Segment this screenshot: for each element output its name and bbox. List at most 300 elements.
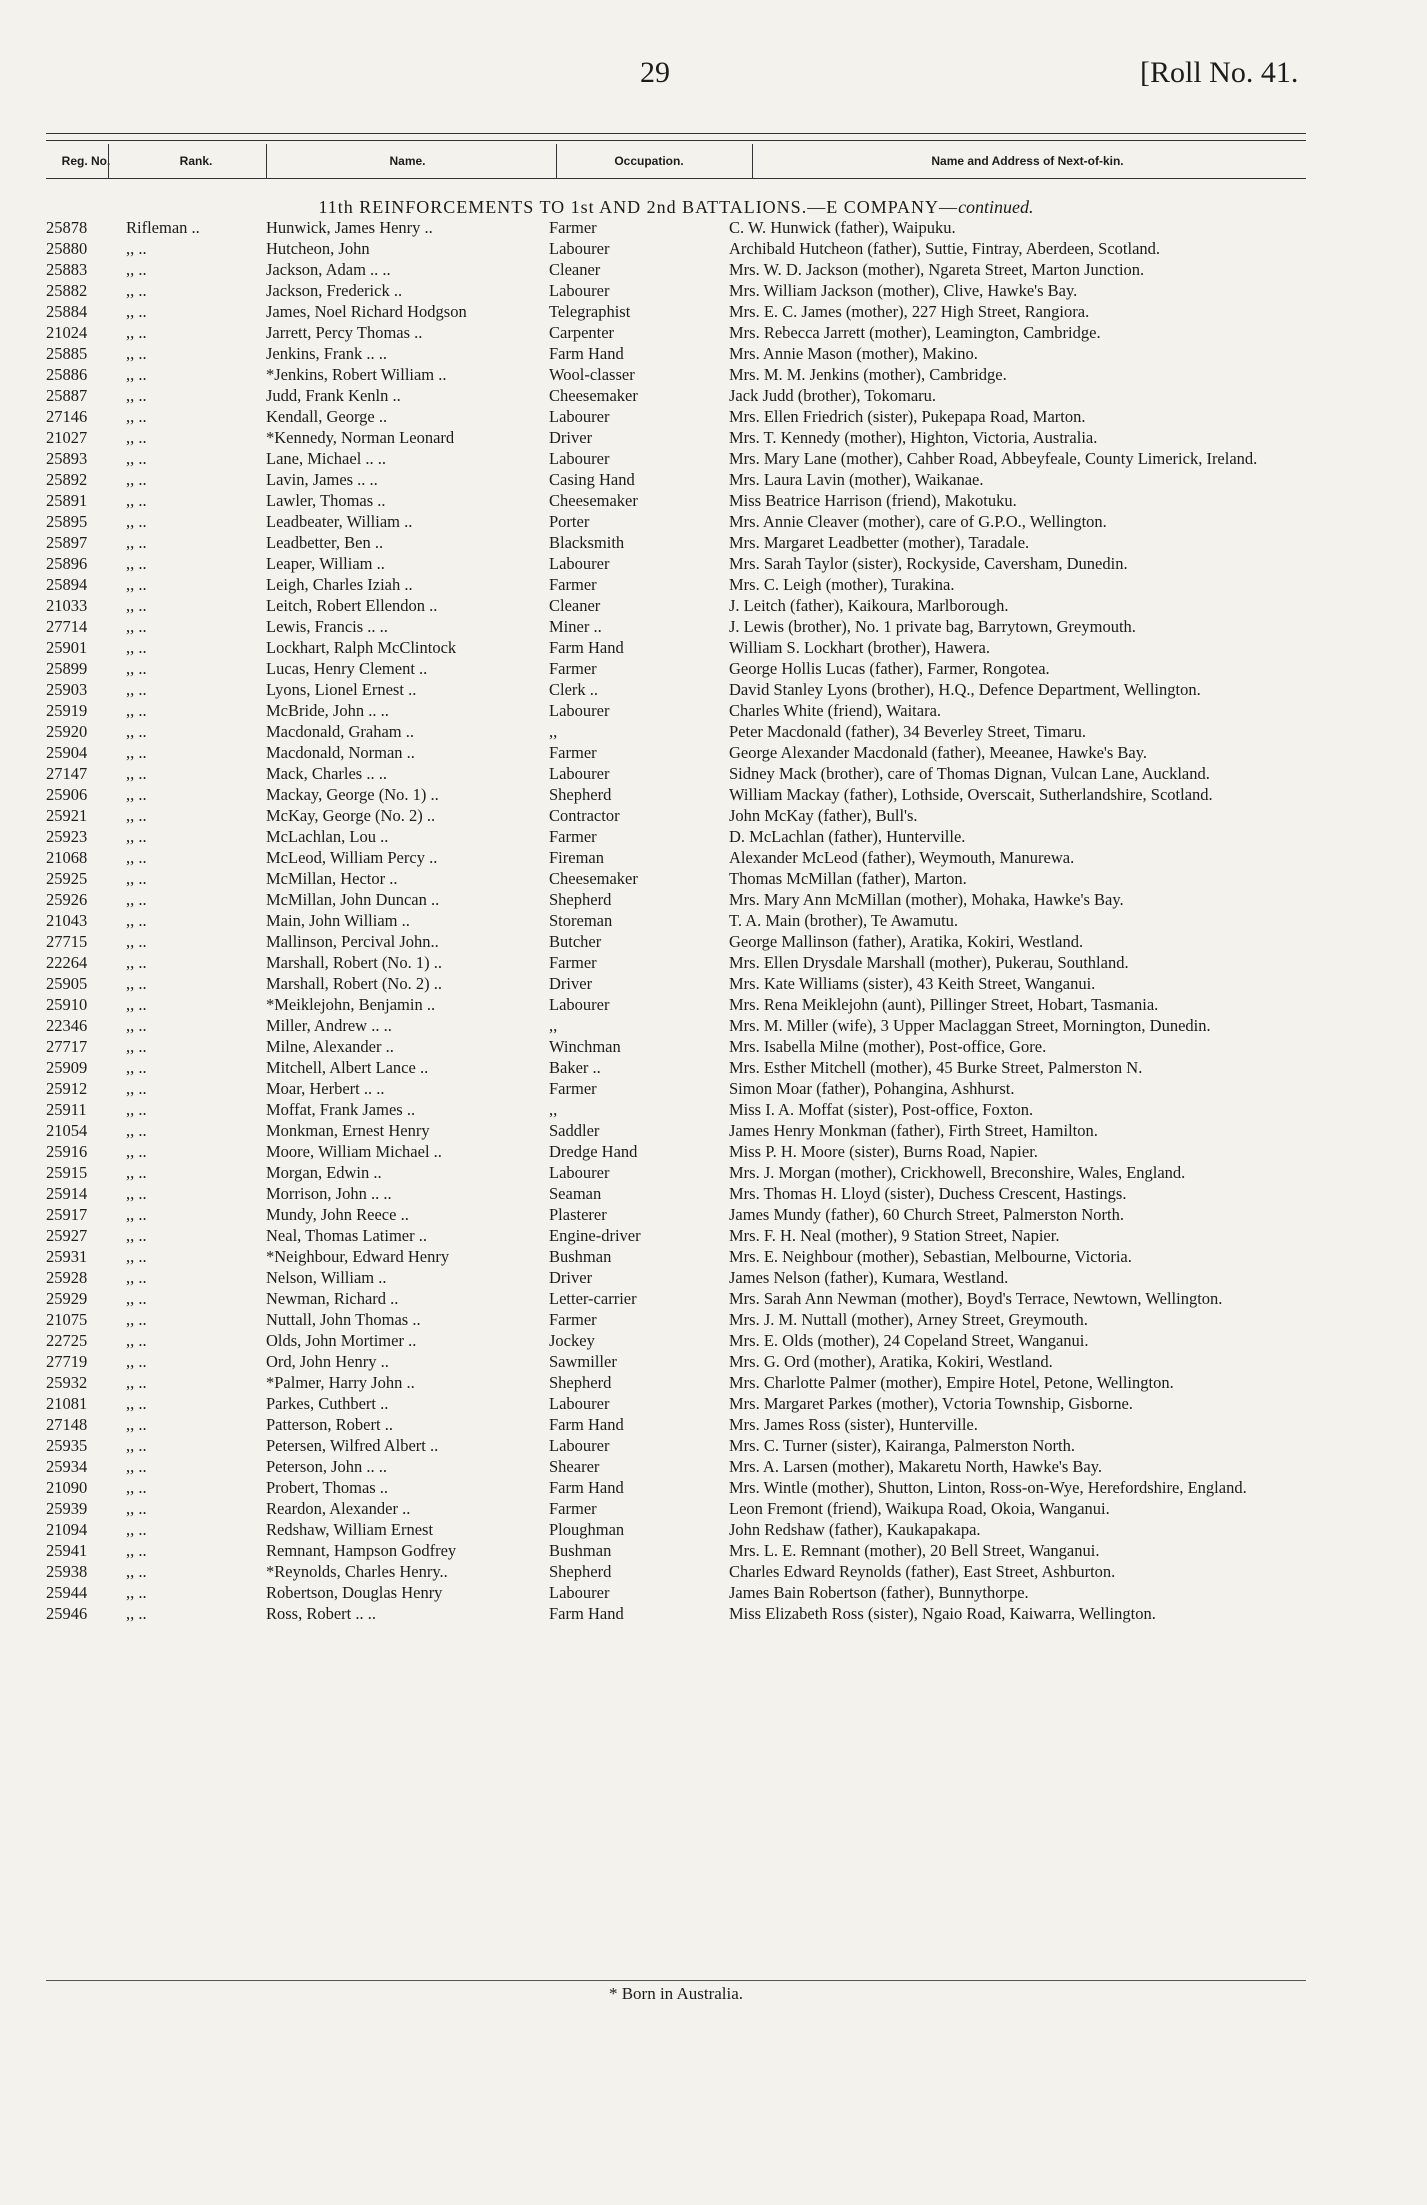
reg-number-cell: 21054 bbox=[46, 1121, 88, 1140]
table-row bbox=[46, 742, 1316, 763]
table-row bbox=[46, 1204, 1316, 1225]
next-of-kin-cell: James Bain Robertson (father), Bunnythorpe. bbox=[729, 1583, 1029, 1602]
name-cell: Mundy, John Reece .. bbox=[266, 1205, 409, 1224]
name-cell: Redshaw, William Ernest bbox=[266, 1520, 434, 1539]
name-cell: Ross, Robert .. .. bbox=[266, 1604, 377, 1623]
next-of-kin-cell: Mrs. A. Larsen (mother), Makaretu North, Hawke's Bay. bbox=[729, 1457, 1103, 1476]
occupation-cell: Contractor bbox=[549, 806, 620, 825]
reg-number-cell: 22725 bbox=[46, 1331, 88, 1350]
occupation-cell: Labourer bbox=[549, 449, 610, 468]
next-of-kin-cell: Peter Macdonald (father), 34 Beverley Street, Timaru. bbox=[729, 722, 1086, 741]
next-of-kin-cell: James Henry Monkman (father), Firth Street, Hamilton. bbox=[729, 1121, 1098, 1140]
next-of-kin-cell: Mrs. Sarah Ann Newman (mother), Boyd's Terrace, Newtown, Wellington. bbox=[729, 1289, 1223, 1308]
next-of-kin-cell: James Nelson (father), Kumara, Westland. bbox=[729, 1268, 1009, 1287]
reg-number-cell: 25892 bbox=[46, 470, 88, 489]
next-of-kin-cell: Mrs. William Jackson (mother), Clive, Hawke's Bay. bbox=[729, 281, 1078, 300]
header-top-rule bbox=[46, 133, 1306, 134]
table-row bbox=[46, 490, 1316, 511]
page-number: 29 bbox=[640, 56, 670, 89]
occupation-cell: Carpenter bbox=[549, 323, 615, 342]
rank-cell: ,, .. bbox=[126, 1562, 147, 1581]
name-cell: *Meiklejohn, Benjamin .. bbox=[266, 995, 436, 1014]
table-row bbox=[46, 427, 1316, 448]
occupation-cell: Seaman bbox=[549, 1184, 602, 1203]
reg-number-cell: 25923 bbox=[46, 827, 88, 846]
name-cell: Mackay, George (No. 1) .. bbox=[266, 785, 439, 804]
name-cell: Mallinson, Percival John.. bbox=[266, 932, 439, 951]
name-cell: James, Noel Richard Hodgson bbox=[266, 302, 467, 321]
rank-cell: ,, .. bbox=[126, 974, 147, 993]
reg-number-cell: 25941 bbox=[46, 1541, 88, 1560]
header-bottom-rule bbox=[46, 178, 1306, 179]
reg-number-cell: 25909 bbox=[46, 1058, 88, 1077]
occupation-cell: ,, bbox=[549, 1100, 558, 1119]
occupation-cell: Cheesemaker bbox=[549, 386, 638, 405]
reg-number-cell: 25910 bbox=[46, 995, 88, 1014]
table-row bbox=[46, 364, 1316, 385]
next-of-kin-cell: Miss Elizabeth Ross (sister), Ngaio Road, Kaiwarra, Wellington. bbox=[729, 1604, 1156, 1623]
next-of-kin-cell: George Alexander Macdonald (father), Meeanee, Hawke's Bay. bbox=[729, 743, 1148, 762]
table-row bbox=[46, 1309, 1316, 1330]
occupation-cell: Fireman bbox=[549, 848, 604, 867]
reg-number-cell: 25894 bbox=[46, 575, 88, 594]
table-row bbox=[46, 553, 1316, 574]
name-cell: Miller, Andrew .. .. bbox=[266, 1016, 392, 1035]
occupation-cell: Labourer bbox=[549, 281, 610, 300]
table-row bbox=[46, 1036, 1316, 1057]
table-row bbox=[46, 1393, 1316, 1414]
table-row bbox=[46, 1519, 1316, 1540]
name-cell: Parkes, Cuthbert .. bbox=[266, 1394, 389, 1413]
rank-cell: ,, .. bbox=[126, 806, 147, 825]
occupation-cell: Wool-classer bbox=[549, 365, 635, 384]
reg-number-cell: 25916 bbox=[46, 1142, 88, 1161]
table-row bbox=[46, 700, 1316, 721]
reg-number-cell: 25885 bbox=[46, 344, 88, 363]
rank-cell: ,, .. bbox=[126, 491, 147, 510]
table-row bbox=[46, 910, 1316, 931]
name-cell: Lucas, Henry Clement .. bbox=[266, 659, 428, 678]
reg-number-cell: 21033 bbox=[46, 596, 88, 615]
footnote: * Born in Australia. bbox=[608, 1984, 744, 2003]
reg-number-cell: 25904 bbox=[46, 743, 88, 762]
occupation-cell: Farm Hand bbox=[549, 1478, 624, 1497]
occupation-cell: Shepherd bbox=[549, 890, 612, 909]
rank-cell: ,, .. bbox=[126, 1457, 147, 1476]
name-cell: Leadbeater, William .. bbox=[266, 512, 413, 531]
next-of-kin-cell: George Hollis Lucas (father), Farmer, Rongotea. bbox=[729, 659, 1050, 678]
rank-cell: ,, .. bbox=[126, 1436, 147, 1455]
rank-cell: ,, .. bbox=[126, 1163, 147, 1182]
occupation-cell: Farm Hand bbox=[549, 1604, 624, 1623]
table-row bbox=[46, 259, 1316, 280]
table-row bbox=[46, 1183, 1316, 1204]
table-row bbox=[46, 1582, 1316, 1603]
rank-cell: ,, .. bbox=[126, 1205, 147, 1224]
next-of-kin-cell: Mrs. Laura Lavin (mother), Waikanae. bbox=[729, 470, 984, 489]
next-of-kin-cell: Mrs. James Ross (sister), Hunterville. bbox=[729, 1415, 978, 1434]
name-cell: *Kennedy, Norman Leonard bbox=[266, 428, 455, 447]
rank-cell: ,, .. bbox=[126, 512, 147, 531]
reg-number-cell: 21043 bbox=[46, 911, 88, 930]
rank-cell: ,, .. bbox=[126, 1541, 147, 1560]
name-cell: Petersen, Wilfred Albert .. bbox=[266, 1436, 439, 1455]
occupation-cell: Dredge Hand bbox=[549, 1142, 638, 1161]
next-of-kin-cell: David Stanley Lyons (brother), H.Q., Defence Department, Wellington. bbox=[729, 680, 1201, 699]
table-row bbox=[46, 301, 1316, 322]
rank-cell: ,, .. bbox=[126, 1478, 147, 1497]
rank-cell: ,, .. bbox=[126, 260, 147, 279]
reg-number-cell: 27717 bbox=[46, 1037, 88, 1056]
table-row bbox=[46, 1540, 1316, 1561]
table-row bbox=[46, 1603, 1316, 1624]
reg-number-cell: 25899 bbox=[46, 659, 88, 678]
reg-number-cell: 21068 bbox=[46, 848, 88, 867]
reg-number-cell: 25939 bbox=[46, 1499, 88, 1518]
rank-cell: ,, .. bbox=[126, 575, 147, 594]
name-cell: Mitchell, Albert Lance .. bbox=[266, 1058, 429, 1077]
table-row bbox=[46, 1351, 1316, 1372]
name-cell: McMillan, John Duncan .. bbox=[266, 890, 440, 909]
reg-number-cell: 25884 bbox=[46, 302, 88, 321]
column-divider bbox=[108, 144, 109, 178]
next-of-kin-cell: Mrs. C. Leigh (mother), Turakina. bbox=[729, 575, 955, 594]
next-of-kin-cell: Mrs. Esther Mitchell (mother), 45 Burke Street, Palmerston N. bbox=[729, 1058, 1143, 1077]
rank-cell: ,, .. bbox=[126, 1499, 147, 1518]
rank-cell: ,, .. bbox=[126, 365, 147, 384]
reg-number-cell: 27715 bbox=[46, 932, 88, 951]
next-of-kin-cell: Archibald Hutcheon (father), Suttie, Fintray, Aberdeen, Scotland. bbox=[729, 239, 1161, 258]
reg-number-cell: 25896 bbox=[46, 554, 88, 573]
occupation-cell: Baker .. bbox=[549, 1058, 601, 1077]
rank-cell: ,, .. bbox=[126, 890, 147, 909]
table-row bbox=[46, 1246, 1316, 1267]
reg-number-cell: 25932 bbox=[46, 1373, 88, 1392]
section-title-continued: continued. bbox=[958, 197, 1034, 217]
roll-table-body bbox=[46, 217, 1316, 1624]
name-cell: *Reynolds, Charles Henry.. bbox=[266, 1562, 448, 1581]
rank-cell: ,, .. bbox=[126, 1121, 147, 1140]
rank-cell: ,, .. bbox=[126, 323, 147, 342]
name-cell: Moar, Herbert .. .. bbox=[266, 1079, 385, 1098]
reg-number-cell: 25927 bbox=[46, 1226, 88, 1245]
rank-cell: ,, .. bbox=[126, 953, 147, 972]
name-cell: Jenkins, Frank .. .. bbox=[266, 344, 387, 363]
name-cell: Hutcheon, John bbox=[266, 239, 370, 258]
column-divider bbox=[266, 144, 267, 178]
rank-cell: ,, .. bbox=[126, 1520, 147, 1539]
occupation-cell: Labourer bbox=[549, 407, 610, 426]
table-row bbox=[46, 574, 1316, 595]
table-row bbox=[46, 1141, 1316, 1162]
rank-cell: ,, .. bbox=[126, 848, 147, 867]
table-row bbox=[46, 931, 1316, 952]
next-of-kin-cell: Mrs. W. D. Jackson (mother), Ngareta Street, Marton Junction. bbox=[729, 260, 1145, 279]
next-of-kin-cell: Mrs. Isabella Milne (mother), Post-office, Gore. bbox=[729, 1037, 1047, 1056]
next-of-kin-cell: Mrs. Annie Mason (mother), Makino. bbox=[729, 344, 978, 363]
reg-number-cell: 25921 bbox=[46, 806, 88, 825]
name-cell: Moore, William Michael .. bbox=[266, 1142, 442, 1161]
name-cell: Reardon, Alexander .. bbox=[266, 1499, 411, 1518]
column-header-kin: Name and Address of Next-of-kin. bbox=[931, 154, 1124, 168]
rank-cell: ,, .. bbox=[126, 743, 147, 762]
reg-number-cell: 25919 bbox=[46, 701, 88, 720]
name-cell: Hunwick, James Henry .. bbox=[266, 218, 433, 237]
next-of-kin-cell: William S. Lockhart (brother), Hawera. bbox=[729, 638, 990, 657]
occupation-cell: Farmer bbox=[549, 1499, 597, 1518]
column-header-rank: Rank. bbox=[179, 154, 213, 168]
next-of-kin-cell: Mrs. F. H. Neal (mother), 9 Station Street, Napier. bbox=[729, 1226, 1060, 1245]
next-of-kin-cell: Mrs. Margaret Parkes (mother), Vctoria Township, Gisborne. bbox=[729, 1394, 1133, 1413]
rank-cell: ,, .. bbox=[126, 995, 147, 1014]
reg-number-cell: 25944 bbox=[46, 1583, 88, 1602]
occupation-cell: Blacksmith bbox=[549, 533, 625, 552]
name-cell: Lockhart, Ralph McClintock bbox=[266, 638, 457, 657]
table-row bbox=[46, 721, 1316, 742]
reg-number-cell: 25920 bbox=[46, 722, 88, 741]
next-of-kin-cell: William Mackay (father), Lothside, Overscait, Sutherlandshire, Scotland. bbox=[729, 785, 1213, 804]
name-cell: McKay, George (No. 2) .. bbox=[266, 806, 436, 825]
next-of-kin-cell: C. W. Hunwick (father), Waipuku. bbox=[729, 218, 956, 237]
reg-number-cell: 25946 bbox=[46, 1604, 88, 1623]
name-cell: Lavin, James .. .. bbox=[266, 470, 378, 489]
reg-number-cell: 25886 bbox=[46, 365, 88, 384]
rank-cell: ,, .. bbox=[126, 1184, 147, 1203]
table-row bbox=[46, 847, 1316, 868]
reg-number-cell: 25887 bbox=[46, 386, 88, 405]
next-of-kin-cell: Mrs. Margaret Leadbetter (mother), Taradale. bbox=[729, 533, 1030, 552]
table-row bbox=[46, 805, 1316, 826]
name-cell: Jackson, Frederick .. bbox=[266, 281, 403, 300]
next-of-kin-cell: James Mundy (father), 60 Church Street, Palmerston North. bbox=[729, 1205, 1125, 1224]
reg-number-cell: 25911 bbox=[46, 1100, 87, 1119]
occupation-cell: Shearer bbox=[549, 1457, 600, 1476]
rank-cell: ,, .. bbox=[126, 1415, 147, 1434]
occupation-cell: Labourer bbox=[549, 1394, 610, 1413]
occupation-cell: Shepherd bbox=[549, 1562, 612, 1581]
reg-number-cell: 21024 bbox=[46, 323, 88, 342]
reg-number-cell: 25926 bbox=[46, 890, 88, 909]
next-of-kin-cell: Alexander McLeod (father), Weymouth, Manurewa. bbox=[729, 848, 1075, 867]
table-row bbox=[46, 595, 1316, 616]
name-cell: Leigh, Charles Iziah .. bbox=[266, 575, 413, 594]
name-cell: Jarrett, Percy Thomas .. bbox=[266, 323, 423, 342]
occupation-cell: Farmer bbox=[549, 1310, 597, 1329]
name-cell: Lewis, Francis .. .. bbox=[266, 617, 388, 636]
table-row bbox=[46, 1015, 1316, 1036]
table-row bbox=[46, 343, 1316, 364]
reg-number-cell: 25901 bbox=[46, 638, 88, 657]
rank-cell: ,, .. bbox=[126, 596, 147, 615]
occupation-cell: Farmer bbox=[549, 218, 597, 237]
rank-cell: ,, .. bbox=[126, 659, 147, 678]
rank-cell: ,, .. bbox=[126, 344, 147, 363]
rank-cell: ,, .. bbox=[126, 617, 147, 636]
reg-number-cell: 21090 bbox=[46, 1478, 88, 1497]
name-cell: Peterson, John .. .. bbox=[266, 1457, 387, 1476]
rank-cell: ,, .. bbox=[126, 1583, 147, 1602]
name-cell: Kendall, George .. bbox=[266, 407, 388, 426]
next-of-kin-cell: John Redshaw (father), Kaukapakapa. bbox=[729, 1520, 981, 1539]
occupation-cell: Labourer bbox=[549, 764, 610, 783]
rank-cell: ,, .. bbox=[126, 1373, 147, 1392]
name-cell: Macdonald, Graham .. bbox=[266, 722, 414, 741]
rank-cell: ,, .. bbox=[126, 1226, 147, 1245]
occupation-cell: Labourer bbox=[549, 239, 610, 258]
roll-number: [Roll No. 41. bbox=[1140, 56, 1299, 89]
name-cell: *Neighbour, Edward Henry bbox=[266, 1247, 450, 1266]
rank-cell: ,, .. bbox=[126, 281, 147, 300]
name-cell: Robertson, Douglas Henry bbox=[266, 1583, 443, 1602]
rank-cell: ,, .. bbox=[126, 239, 147, 258]
table-row bbox=[46, 1330, 1316, 1351]
next-of-kin-cell: George Mallinson (father), Aratika, Kokiri, Westland. bbox=[729, 932, 1084, 951]
table-row bbox=[46, 469, 1316, 490]
reg-number-cell: 25883 bbox=[46, 260, 88, 279]
column-header-occupation: Occupation. bbox=[614, 154, 684, 168]
reg-number-cell: 25925 bbox=[46, 869, 88, 888]
rank-cell: ,, .. bbox=[126, 1352, 147, 1371]
table-row bbox=[46, 1057, 1316, 1078]
occupation-cell: Sawmiller bbox=[549, 1352, 617, 1371]
table-row bbox=[46, 217, 1316, 238]
table-row bbox=[46, 1498, 1316, 1519]
next-of-kin-cell: Mrs. Mary Ann McMillan (mother), Mohaka, Hawke's Bay. bbox=[729, 890, 1124, 909]
reg-number-cell: 25931 bbox=[46, 1247, 88, 1266]
occupation-cell: Butcher bbox=[549, 932, 602, 951]
header-top-rule-2 bbox=[46, 140, 1306, 141]
next-of-kin-cell: Mrs. Kate Williams (sister), 43 Keith Street, Wanganui. bbox=[729, 974, 1096, 993]
reg-number-cell: 27146 bbox=[46, 407, 88, 426]
next-of-kin-cell: Sidney Mack (brother), care of Thomas Dignan, Vulcan Lane, Auckland. bbox=[729, 764, 1210, 783]
rank-cell: ,, .. bbox=[126, 1037, 147, 1056]
reg-number-cell: 25914 bbox=[46, 1184, 88, 1203]
name-cell: Patterson, Robert .. bbox=[266, 1415, 393, 1434]
next-of-kin-cell: Mrs. L. E. Remnant (mother), 20 Bell Street, Wanganui. bbox=[729, 1541, 1100, 1560]
occupation-cell: Porter bbox=[549, 512, 590, 531]
name-cell: Newman, Richard .. bbox=[266, 1289, 399, 1308]
rank-cell: ,, .. bbox=[126, 428, 147, 447]
next-of-kin-cell: Leon Fremont (friend), Waikupa Road, Okoia, Wanganui. bbox=[729, 1499, 1110, 1518]
name-cell: Lane, Michael .. .. bbox=[266, 449, 387, 468]
reg-number-cell: 27719 bbox=[46, 1352, 88, 1371]
table-row bbox=[46, 322, 1316, 343]
occupation-cell: ,, bbox=[549, 1016, 558, 1035]
next-of-kin-cell: Mrs. Mary Lane (mother), Cahber Road, Abbeyfeale, County Limerick, Ireland. bbox=[729, 449, 1258, 468]
rank-cell: ,, .. bbox=[126, 386, 147, 405]
next-of-kin-cell: Mrs. E. Neighbour (mother), Sebastian, Melbourne, Victoria. bbox=[729, 1247, 1132, 1266]
reg-number-cell: 25928 bbox=[46, 1268, 88, 1287]
reg-number-cell: 21075 bbox=[46, 1310, 88, 1329]
next-of-kin-cell: Thomas McMillan (father), Marton. bbox=[729, 869, 967, 888]
occupation-cell: Farmer bbox=[549, 659, 597, 678]
occupation-cell: Labourer bbox=[549, 1583, 610, 1602]
name-cell: McBride, John .. .. bbox=[266, 701, 389, 720]
next-of-kin-cell: Mrs. Wintle (mother), Shutton, Linton, Ross-on-Wye, Herefordshire, England. bbox=[729, 1478, 1247, 1497]
next-of-kin-cell: Mrs. Annie Cleaver (mother), care of G.P.O., Wellington. bbox=[729, 512, 1107, 531]
name-cell: Main, John William .. bbox=[266, 911, 410, 930]
name-cell: Nelson, William .. bbox=[266, 1268, 387, 1287]
next-of-kin-cell: Mrs. Ellen Drysdale Marshall (mother), Pukerau, Southland. bbox=[729, 953, 1129, 972]
reg-number-cell: 25935 bbox=[46, 1436, 88, 1455]
name-cell: Marshall, Robert (No. 1) .. bbox=[266, 953, 442, 972]
section-title-text: 11th REINFORCEMENTS TO 1st AND 2nd BATTALIONS.—E COMPANY— bbox=[318, 197, 959, 217]
occupation-cell: Cheesemaker bbox=[549, 491, 638, 510]
occupation-cell: Driver bbox=[549, 428, 593, 447]
table-row bbox=[46, 1078, 1316, 1099]
table-row bbox=[46, 889, 1316, 910]
occupation-cell: Storeman bbox=[549, 911, 613, 930]
reg-number-cell: 25891 bbox=[46, 491, 88, 510]
rank-cell: ,, .. bbox=[126, 1058, 147, 1077]
rank-cell: ,, .. bbox=[126, 722, 147, 741]
rank-cell: ,, .. bbox=[126, 533, 147, 552]
occupation-cell: Plasterer bbox=[549, 1205, 607, 1224]
next-of-kin-cell: Mrs. Sarah Taylor (sister), Rockyside, Caversham, Dunedin. bbox=[729, 554, 1128, 573]
table-row bbox=[46, 1561, 1316, 1582]
rank-cell: ,, .. bbox=[126, 302, 147, 321]
rank-cell: ,, .. bbox=[126, 638, 147, 657]
next-of-kin-cell: John McKay (father), Bull's. bbox=[729, 806, 918, 825]
name-cell: Leadbetter, Ben .. bbox=[266, 533, 384, 552]
rank-cell: ,, .. bbox=[126, 1100, 147, 1119]
reg-number-cell: 22346 bbox=[46, 1016, 88, 1035]
next-of-kin-cell: Mrs. C. Turner (sister), Kairanga, Palmerston North. bbox=[729, 1436, 1076, 1455]
next-of-kin-cell: J. Leitch (father), Kaikoura, Marlborough. bbox=[729, 596, 1009, 615]
reg-number-cell: 27714 bbox=[46, 617, 88, 636]
rank-cell: ,, .. bbox=[126, 1310, 147, 1329]
name-cell: Neal, Thomas Latimer .. bbox=[266, 1226, 427, 1245]
occupation-cell: Labourer bbox=[549, 995, 610, 1014]
occupation-cell: Clerk .. bbox=[549, 680, 599, 699]
next-of-kin-cell: Mrs. E. Olds (mother), 24 Copeland Street, Wanganui. bbox=[729, 1331, 1089, 1350]
reg-number-cell: 21094 bbox=[46, 1520, 88, 1539]
next-of-kin-cell: J. Lewis (brother), No. 1 private bag, Barrytown, Greymouth. bbox=[729, 617, 1136, 636]
next-of-kin-cell: Mrs. E. C. James (mother), 227 High Street, Rangiora. bbox=[729, 302, 1090, 321]
next-of-kin-cell: Mrs. J. Morgan (mother), Crickhowell, Breconshire, Wales, England. bbox=[729, 1163, 1186, 1182]
table-row bbox=[46, 385, 1316, 406]
occupation-cell: Labourer bbox=[549, 1163, 610, 1182]
occupation-cell: Farmer bbox=[549, 953, 597, 972]
occupation-cell: Farmer bbox=[549, 575, 597, 594]
column-divider bbox=[752, 144, 753, 178]
section-title bbox=[46, 197, 1306, 218]
name-cell: Lawler, Thomas .. bbox=[266, 491, 386, 510]
reg-number-cell: 25905 bbox=[46, 974, 88, 993]
next-of-kin-cell: Simon Moar (father), Pohangina, Ashhurst. bbox=[729, 1079, 1015, 1098]
rank-cell: ,, .. bbox=[126, 1079, 147, 1098]
rank-cell: ,, .. bbox=[126, 701, 147, 720]
reg-number-cell: 25895 bbox=[46, 512, 88, 531]
rank-cell: ,, .. bbox=[126, 1331, 147, 1350]
next-of-kin-cell: Mrs. M. M. Jenkins (mother), Cambridge. bbox=[729, 365, 1007, 384]
reg-number-cell: 27148 bbox=[46, 1415, 88, 1434]
rank-cell: ,, .. bbox=[126, 785, 147, 804]
table-row bbox=[46, 1267, 1316, 1288]
table-row bbox=[46, 637, 1316, 658]
next-of-kin-cell: Charles Edward Reynolds (father), East Street, Ashburton. bbox=[729, 1562, 1116, 1581]
table-row bbox=[46, 238, 1316, 259]
rank-cell: ,, .. bbox=[126, 554, 147, 573]
table-row bbox=[46, 868, 1316, 889]
occupation-cell: Shepherd bbox=[549, 1373, 612, 1392]
next-of-kin-cell: Mrs. Rena Meiklejohn (aunt), Pillinger Street, Hobart, Tasmania. bbox=[729, 995, 1159, 1014]
occupation-cell: Shepherd bbox=[549, 785, 612, 804]
table-row bbox=[46, 1162, 1316, 1183]
table-row bbox=[46, 1477, 1316, 1498]
rank-cell: ,, .. bbox=[126, 827, 147, 846]
name-cell: Macdonald, Norman .. bbox=[266, 743, 415, 762]
